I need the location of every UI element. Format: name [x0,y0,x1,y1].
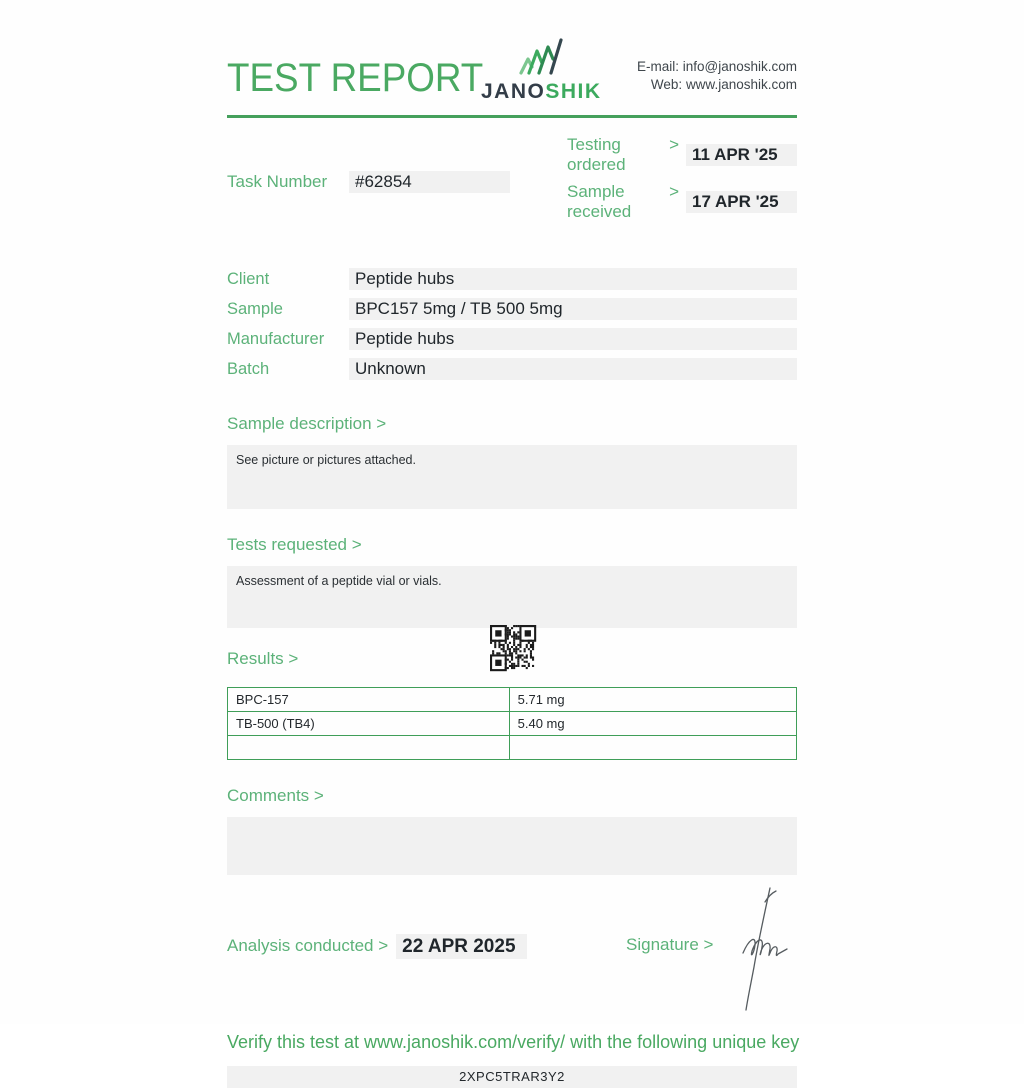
detail-row-sample [227,298,797,320]
detail-row-manufacturer [227,328,797,350]
result-value: 5.71 mg [509,688,796,712]
page-title: TEST REPORT [227,56,484,100]
result-name [228,736,510,760]
verify-instruction: Verify this test at www.janoshik.com/verify/ with the following unique key [227,1032,800,1052]
testing-ordered-text: Testing ordered [567,135,626,174]
web-line: Web: www.janoshik.com [650,76,797,92]
comments-label: Comments > [227,786,324,805]
table-row [228,688,797,712]
qr-code [488,625,536,669]
email-line: E-mail: info@janoshik.com [636,58,797,74]
task-number-label: Task Number [227,172,328,191]
result-name: BPC-157 [228,688,510,712]
janoshik-logo [481,37,602,102]
results-table [227,687,797,760]
contact-block [637,58,797,102]
manufacturer-value: Peptide hubs [349,328,797,350]
sample-received-date: 17 APR '25 [686,191,797,213]
sample-label: Sample [227,299,283,318]
manufacturer-label: Manufacturer [227,329,325,348]
results-label: Results > [227,649,299,668]
logo-chart-icon [515,37,567,79]
results-header [227,648,797,668]
sample-received-text: Sample received [567,182,632,221]
sample-description-label: Sample description > [227,414,387,433]
table-row [228,712,797,736]
sample-description-box: See picture or pictures attached. [227,445,797,509]
logo-text-jano: JANO [481,80,546,103]
tests-requested-box: Assessment of a peptide vial or vials. [227,566,797,628]
sample-value: BPC157 5mg / TB 500 5mg [349,298,797,320]
client-label: Client [227,269,270,288]
task-number-row [227,135,510,229]
result-name: TB-500 (TB4) [228,712,510,736]
testing-ordered-arrow: > [669,135,679,154]
header-divider [227,115,797,118]
table-row [228,736,797,760]
unique-key-value: 2XPC5TRAR3Y2 [227,1066,797,1088]
sample-received-row [567,182,797,222]
sample-received-arrow: > [669,182,679,201]
result-value [509,736,796,760]
testing-ordered-row [567,135,797,175]
client-value: Peptide hubs [349,268,797,290]
report-header [227,36,797,102]
signature-image [715,885,805,1013]
logo-wordmark [481,81,602,102]
tests-requested-label: Tests requested > [227,535,362,554]
dates-block [567,135,797,229]
detail-row-client [227,268,797,290]
comments-box [227,817,797,875]
analysis-date-value: 22 APR 2025 [396,934,527,959]
sample-received-label [567,182,679,222]
details-section [227,268,797,380]
result-value: 5.40 mg [509,712,796,736]
meta-section [227,135,797,229]
batch-label: Batch [227,359,270,378]
task-number-value: #62854 [349,171,510,193]
detail-row-batch [227,358,797,380]
report-content [227,0,800,1088]
analysis-conducted-label: Analysis conducted > [227,936,389,955]
signature-label: Signature > [626,935,714,954]
logo-text-shik: SHIK [545,80,602,103]
analysis-signature-row [227,933,797,959]
testing-ordered-date: 11 APR '25 [686,144,797,166]
testing-ordered-label [567,135,679,175]
batch-value: Unknown [349,358,797,380]
